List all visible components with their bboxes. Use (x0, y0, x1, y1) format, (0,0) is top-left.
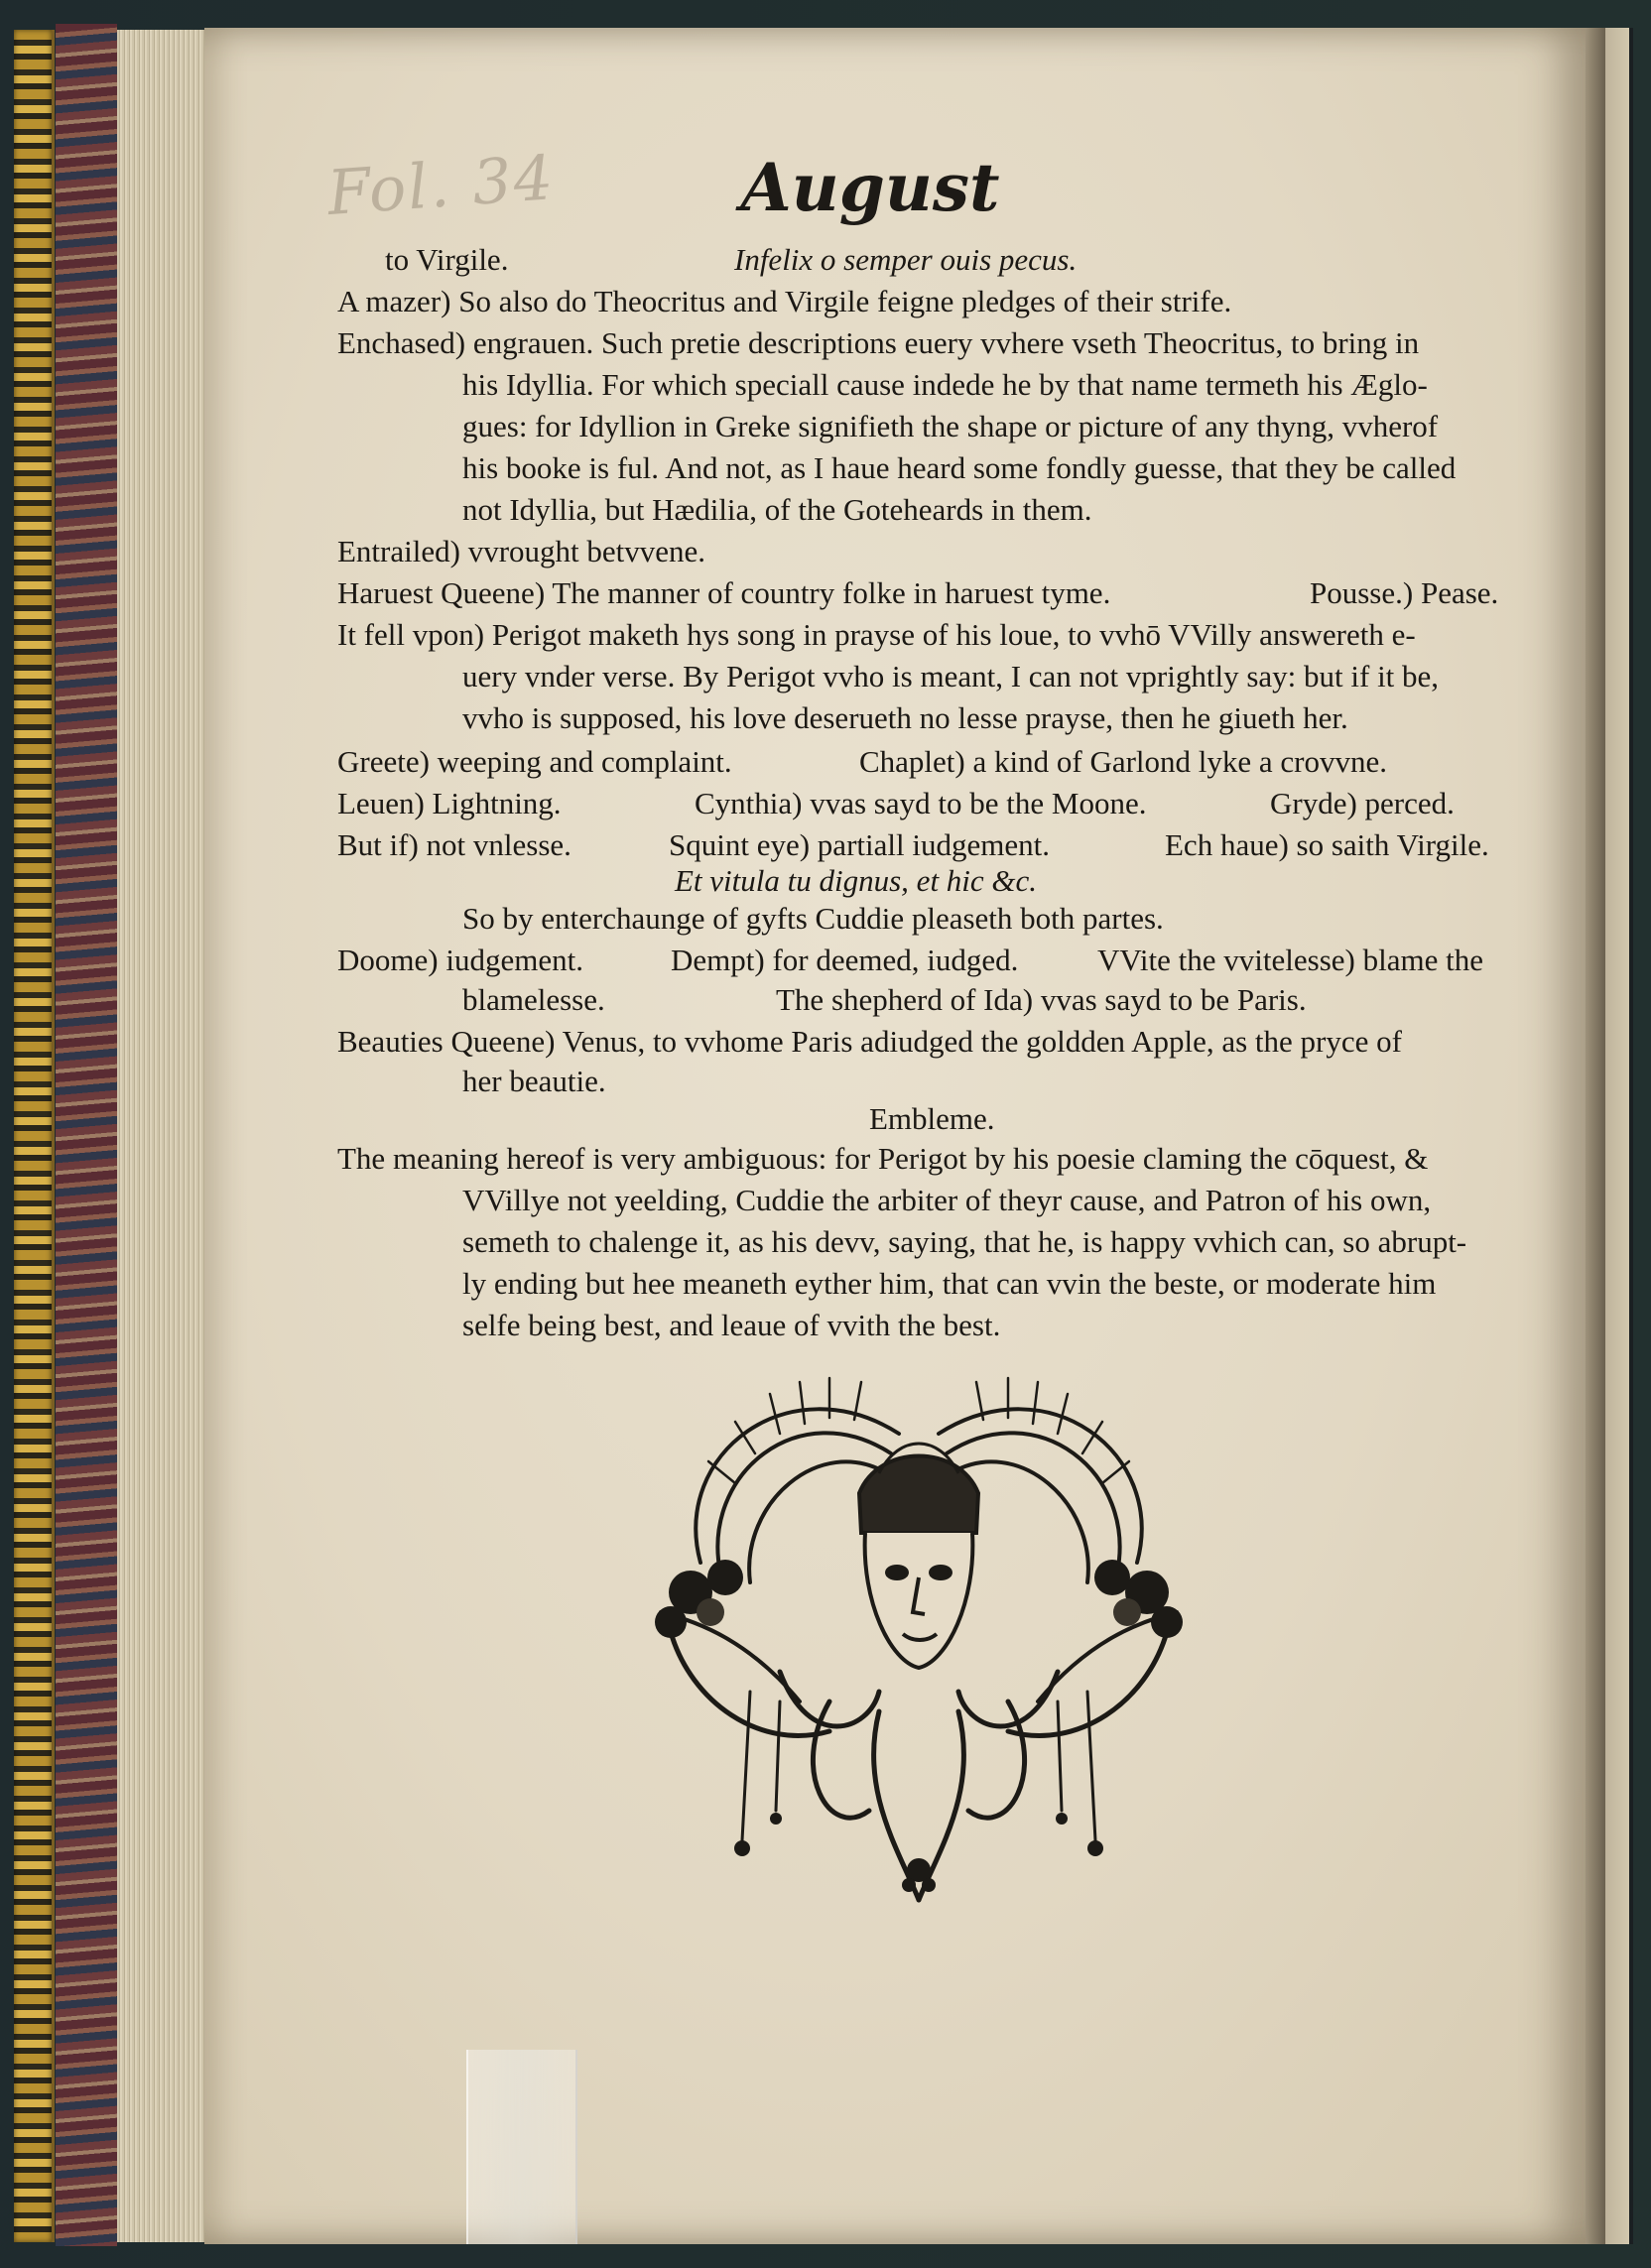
page-support-strip (466, 2050, 577, 2244)
book-gutter (1586, 28, 1605, 2244)
text-line: Entrailed) vvrought betvvene. (337, 534, 706, 568)
text-line: Dempt) for deemed, iudged. (671, 943, 1019, 977)
text-line: his booke is ful. And not, as I haue heard some fondly guesse, that they be called (462, 450, 1457, 485)
text-line: Doome) iudgement. (337, 943, 583, 977)
text-line: Pousse.) Pease. (1310, 575, 1499, 610)
text-line: Cynthia) vvas sayd to be the Moone. (695, 786, 1147, 820)
text-line: his Idyllia. For which speciall cause indede he by that name termeth his Æglo- (462, 367, 1428, 402)
text-line: So by enterchaunge of gyfts Cuddie pleaseth both partes. (462, 901, 1164, 936)
text-line: Et vitula tu dignus, et hic &c. (675, 863, 1038, 898)
text-line: But if) not vnlesse. (337, 827, 572, 862)
facing-page-edge (1605, 28, 1633, 2244)
text-line: Enchased) engrauen. Such pretie descriptions euery vvhere vseth Theocritus, to bring in (337, 325, 1420, 360)
text-line: Infelix o semper ouis pecus. (734, 242, 1078, 277)
gilt-edge-decoration (14, 30, 55, 2242)
text-line: Chaplet) a kind of Garlond lyke a crovvne. (859, 744, 1387, 779)
text-line: A mazer) So also do Theocritus and Virgile feigne pledges of their strife. (337, 284, 1232, 318)
marbled-endpaper (56, 24, 117, 2246)
text-line: gues: for Idyllion in Greke signifieth the shape or picture of any thyng, vvherof (462, 409, 1439, 443)
text-line: Haruest Queene) The manner of country folke in haruest tyme. (337, 575, 1111, 610)
text-line: to Virgile. (385, 242, 509, 277)
text-line: Ech haue) so saith Virgile. (1165, 827, 1489, 862)
text-line: The shepherd of Ida) vvas sayd to be Paris. (776, 982, 1307, 1017)
text-line: The meaning hereof is very ambiguous: for Perigot by his poesie claming the cōquest, & (337, 1141, 1429, 1176)
text-line: It fell vpon) Perigot maketh hys song in prayse of his loue, to vvhō VVilly answereth e- (337, 617, 1416, 652)
text-line: selfe being best, and leaue of vvith the best. (462, 1308, 1001, 1342)
text-line: ly ending but hee meaneth eyther him, that can vvin the beste, or moderate him (462, 1266, 1437, 1301)
page-edges (117, 30, 208, 2242)
page-title: August (740, 149, 1000, 226)
text-line: Gryde) perced. (1270, 786, 1455, 820)
text-line: Beauties Queene) Venus, to vvhome Paris adiudged the goldden Apple, as the pryce of (337, 1024, 1402, 1059)
section-heading: Embleme. (869, 1101, 995, 1136)
book-page (204, 28, 1591, 2244)
text-line: vvho is supposed, his love deserueth no lesse prayse, then he giueth her. (462, 700, 1348, 735)
text-line: her beautie. (462, 1064, 606, 1098)
text-line: VVillye not yeelding, Cuddie the arbiter of theyr cause, and Patron of his own, (462, 1183, 1432, 1217)
text-line: blamelesse. (462, 982, 605, 1017)
text-line: Squint eye) partiall iudgement. (669, 827, 1050, 862)
text-line: uery vnder verse. By Perigot vvho is meant, I can not vprightly say: but if it be, (462, 659, 1440, 693)
folio-number-faint: Fol. 34 (324, 141, 558, 229)
text-line: semeth to chalenge it, as his devv, saying, that he, is happy vvhich can, so abrupt- (462, 1224, 1467, 1259)
text-line: Leuen) Lightning. (337, 786, 562, 820)
woodcut-ornament (631, 1374, 1206, 1910)
text-line: VVite the vvitelesse) blame the (1097, 943, 1483, 977)
text-line: not Idyllia, but Hædilia, of the Goteheards in them. (462, 492, 1092, 527)
text-line: Greete) weeping and complaint. (337, 744, 732, 779)
